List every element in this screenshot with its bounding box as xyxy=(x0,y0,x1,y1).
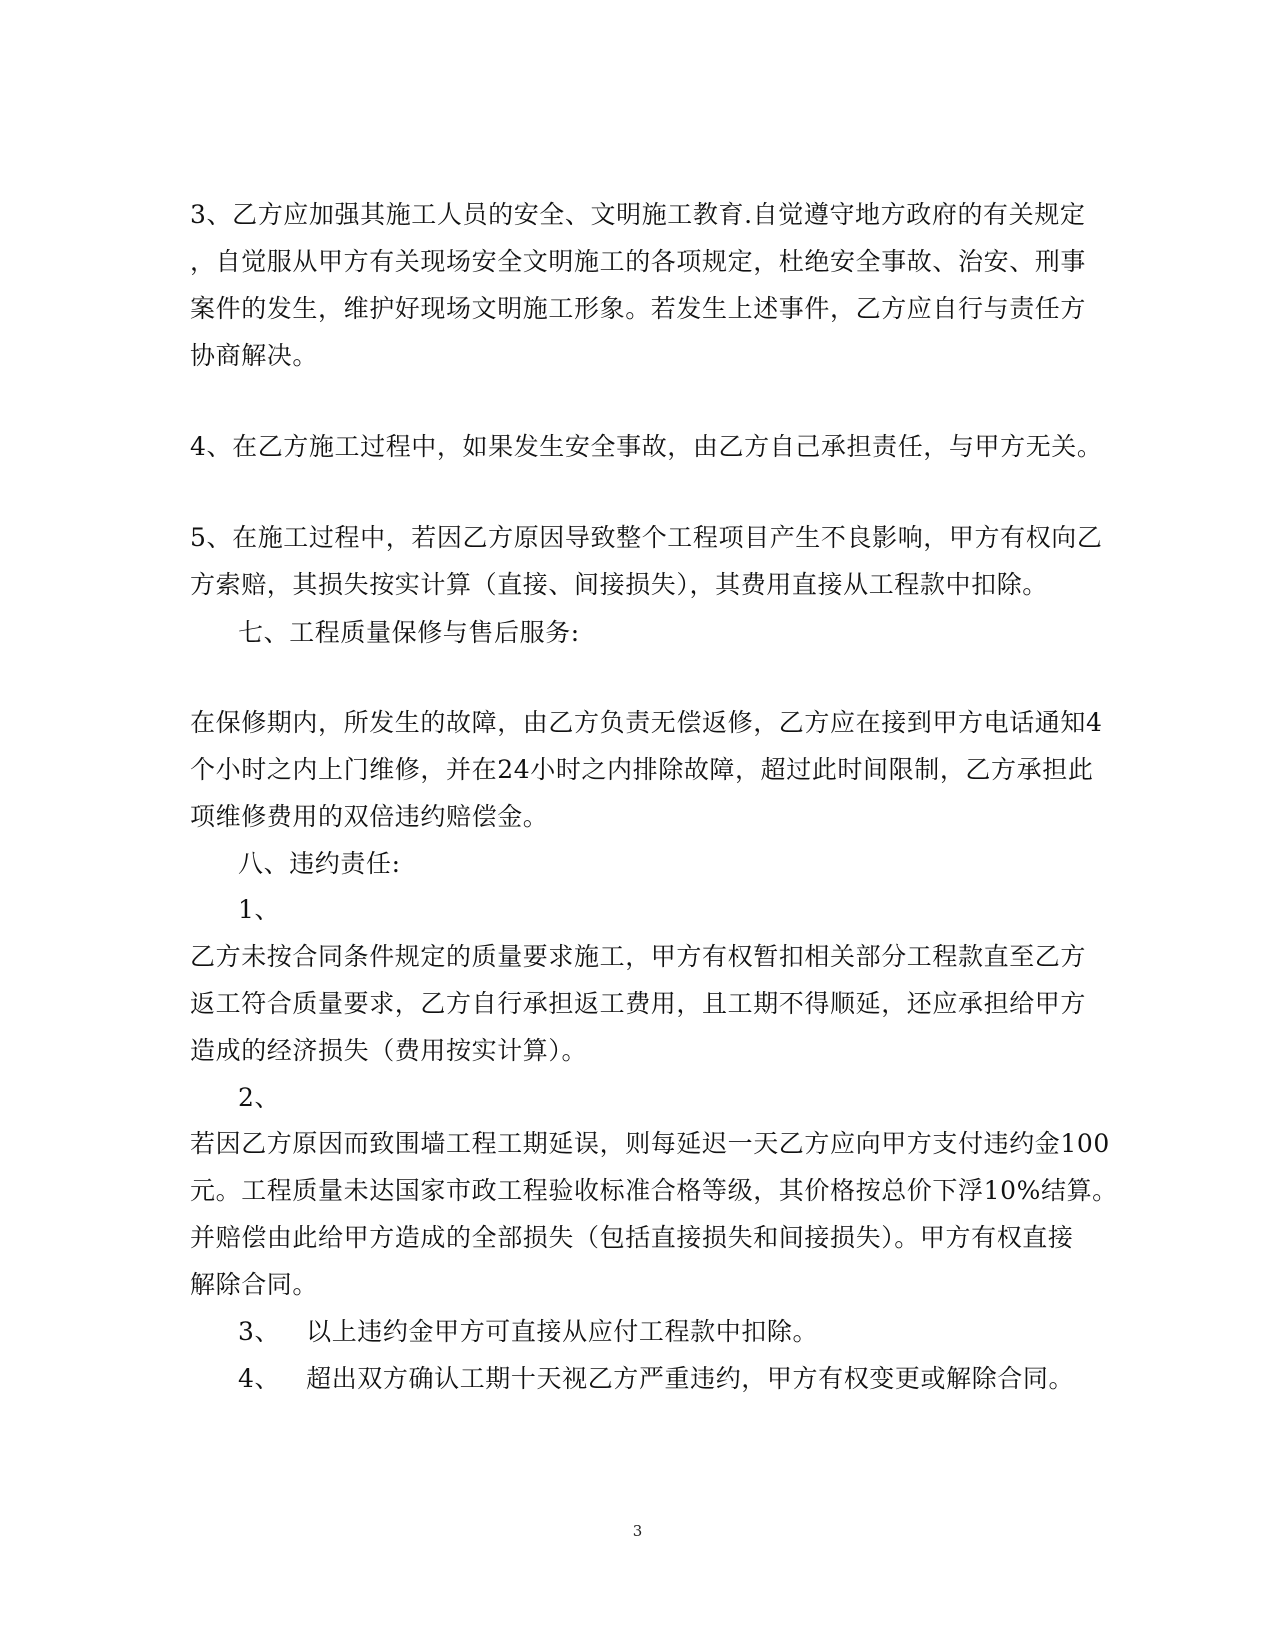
page-number: 3 xyxy=(632,1522,643,1540)
item-4 xyxy=(238,1362,1074,1396)
clause-5-line-2: 方索赔，其损失按实计算（直接、间接损失），其费用直接从工程款中扣除。 xyxy=(190,570,1048,599)
clause-3-line-1: 3、乙方应加强其施工人员的安全、文明施工教育.自觉遵守地方政府的有关规定 xyxy=(190,200,1086,229)
section-7-heading: 七、工程质量保修与售后服务: xyxy=(238,618,580,647)
clause-3-line-4: 协商解决。 xyxy=(190,341,319,370)
item-2-line-4: 解除合同。 xyxy=(190,1270,319,1299)
item-1-line-3: 造成的经济损失（费用按实计算）。 xyxy=(190,1036,588,1065)
item-1-line-2: 返工符合质量要求，乙方自行承担返工费用，且工期不得顺延，还应承担给甲方 xyxy=(190,989,1087,1018)
clause-3-line-3: 案件的发生，维护好现场文明施工形象。若发生上述事件，乙方应自行与责任方 xyxy=(190,294,1087,323)
clause-5-line-1: 5、在施工过程中，若因乙方原因导致整个工程项目产生不良影响，甲方有权向乙 xyxy=(190,523,1103,552)
section-7-line-2: 个小时之内上门维修，并在24小时之内排除故障，超过此时间限制，乙方承担此 xyxy=(190,755,1094,784)
item-1-line-1: 乙方未按合同条件规定的质量要求施工，甲方有权暂扣相关部分工程款直至乙方 xyxy=(190,942,1087,971)
item-3-text: 以上违约金甲方可直接从应付工程款中扣除。 xyxy=(306,1317,819,1346)
section-7-line-3: 项维修费用的双倍违约赔偿金。 xyxy=(190,802,549,831)
clause-3-line-2: ，自觉服从甲方有关现场安全文明施工的各项规定，杜绝安全事故、治安、刑事 xyxy=(190,247,1087,276)
item-2-number: 2、 xyxy=(238,1083,281,1112)
item-1-number: 1、 xyxy=(238,895,281,924)
section-7-line-1: 在保修期内，所发生的故障，由乙方负责无偿返修，乙方应在接到甲方电话通知4 xyxy=(190,708,1103,737)
item-3 xyxy=(238,1315,818,1349)
item-2-line-3: 并赔偿由此给甲方造成的全部损失（包括直接损失和间接损失）。甲方有权直接 xyxy=(190,1223,1074,1252)
item-2-line-1: 若因乙方原因而致围墙工程工期延误，则每延迟一天乙方应向甲方支付违约金100 xyxy=(190,1129,1110,1158)
section-8-heading: 八、违约责任: xyxy=(238,849,401,878)
clause-4: 4、在乙方施工过程中，如果发生安全事故，由乙方自己承担责任，与甲方无关。 xyxy=(190,432,1103,461)
item-4-text: 超出双方确认工期十天视乙方严重违约，甲方有权变更或解除合同。 xyxy=(306,1364,1075,1393)
item-3-number: 3、 xyxy=(238,1317,281,1346)
item-2-line-2: 元。工程质量未达国家市政工程验收标准合格等级，其价格按总价下浮10%结算。 xyxy=(190,1176,1118,1205)
item-4-number: 4、 xyxy=(238,1364,281,1393)
